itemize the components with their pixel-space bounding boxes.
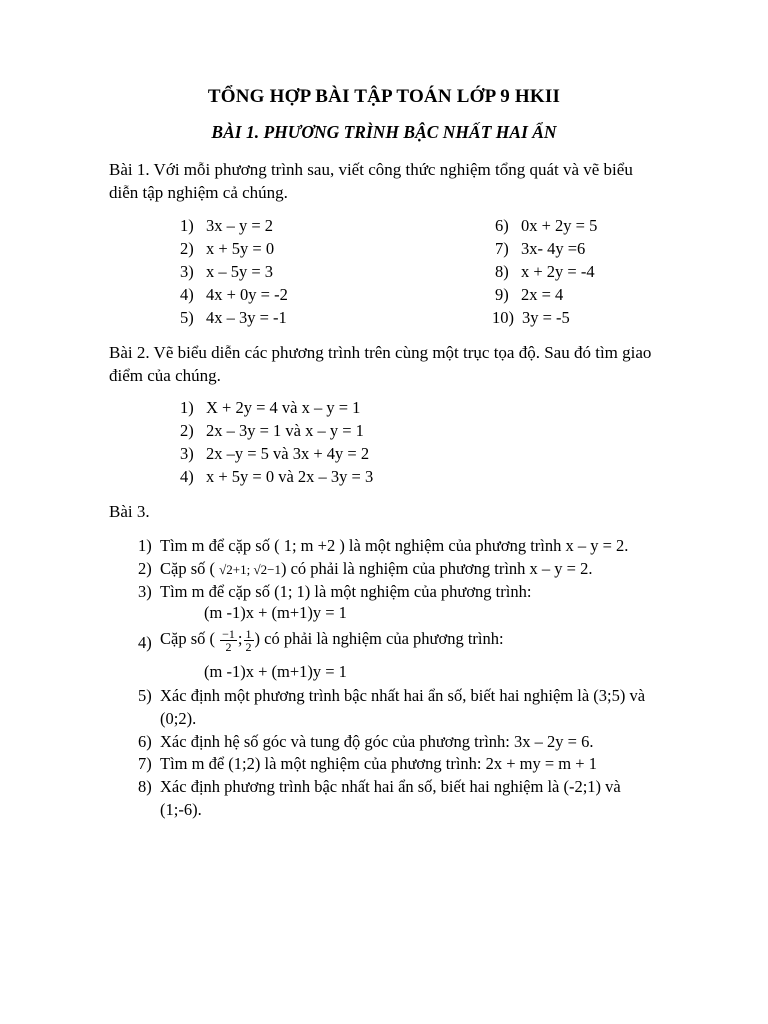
bai3-item-7: 7) Tìm m để (1;2) là một nghiệm của phương trình: 2x + my = m + 1 xyxy=(138,754,597,773)
sqrt-expression-a: √2+1; √2−1 xyxy=(219,562,281,577)
bai1-eq-5: 5) 4x – 3y = -1 xyxy=(180,308,287,327)
bai3-item-5: 5) Xác định một phương trình bậc nhất hai ẩn số, biết hai nghiệm là (3;5) và (0;2). xyxy=(138,686,646,728)
bai1-eq-3: 3) x – 5y = 3 xyxy=(180,262,274,281)
bai2-item-2: 2) 2x – 3y = 1 và x – y = 1 xyxy=(180,421,364,440)
bai2-item-4: 4) x + 5y = 0 và 2x – 3y = 3 xyxy=(180,467,374,486)
bai1-eq-6: 6) 0x + 2y = 5 xyxy=(495,216,598,235)
bai1-eq-2: 2) x + 5y = 0 xyxy=(180,239,275,258)
bai1-eq-1: 1) 3x – y = 2 xyxy=(180,216,274,235)
section-title: BÀI 1. PHƯƠNG TRÌNH BẬC NHẤT HAI ẨN xyxy=(211,122,557,142)
fraction-neg-one-half: $\frac{-1}{2}$ xyxy=(222,626,235,654)
bai1-eq-10: 10) 3y = -5 xyxy=(492,308,570,327)
document-title: TỔNG HỢP BÀI TẬP TOÁN LỚP 9 HKII xyxy=(207,86,561,107)
bai3-item-1: 1) Tìm m để cặp số ( 1; m +2 ) là một nghiệm của phương trình x – y = 2. xyxy=(138,536,629,555)
bai1-intro-line1: Bài 1. Với mỗi phương trình sau, viết công thức nghiệm tổng quát và vẽ biểu xyxy=(109,160,633,179)
bai1-eq-7: 7) 3x- 4y =6 xyxy=(495,239,586,258)
bai3-item-2: 2) Cặp số ( √2+1; √2−1) có phải là nghiệm của phương trình x – y = 2. xyxy=(138,559,593,578)
bai1-intro xyxy=(109,158,689,204)
bai2-intro-line1: Bài 2. Vẽ biểu diễn các phương trình trên cùng một trục tọa độ. Sau đó tìm giao xyxy=(109,343,652,362)
bai3-item-3: 3) Tìm m để cặp số (1; 1) là một nghiệm của phương trình: xyxy=(138,582,532,601)
bai2-intro-line2: điểm của chúng. xyxy=(109,366,221,385)
bai3-item-3-equation: (m -1)x + (m+1)y = 1 xyxy=(204,603,347,622)
bai3-item-4: 4) Cặp số ( $\frac{-1}{2}$ ; $\frac{1}{2}$ ) có phải là nghiệm của phương trình: xyxy=(138,626,504,654)
bai1-eq-9: 9) 2x = 4 xyxy=(495,285,564,304)
bai2-item-3: 3) 2x –y = 5 và 3x + 4y = 2 xyxy=(180,444,370,463)
bai1-intro-line2: diễn tập nghiệm cả chúng. xyxy=(109,183,288,202)
bai2-item-1: 1) X + 2y = 4 và x – y = 1 xyxy=(180,398,361,417)
bai3-item-6: 6) Xác định hệ số góc và tung độ góc của phương trình: 3x – 2y = 6. xyxy=(138,732,594,751)
bai3-item-4-equation: (m -1)x + (m+1)y = 1 xyxy=(204,662,347,681)
bai1-eq-4: 4) 4x + 0y = -2 xyxy=(180,285,288,304)
bai1-eq-8: 8) x + 2y = -4 xyxy=(495,262,595,281)
bai3-heading: Bài 3. xyxy=(109,502,150,521)
bai3-item-8: 8) Xác định phương trình bậc nhất hai ẩn số, biết hai nghiệm là (-2;1) và (1;-6). xyxy=(138,777,621,819)
fraction-one-half: $\frac{1}{2}$ xyxy=(245,626,252,654)
bai2-intro xyxy=(109,341,689,387)
